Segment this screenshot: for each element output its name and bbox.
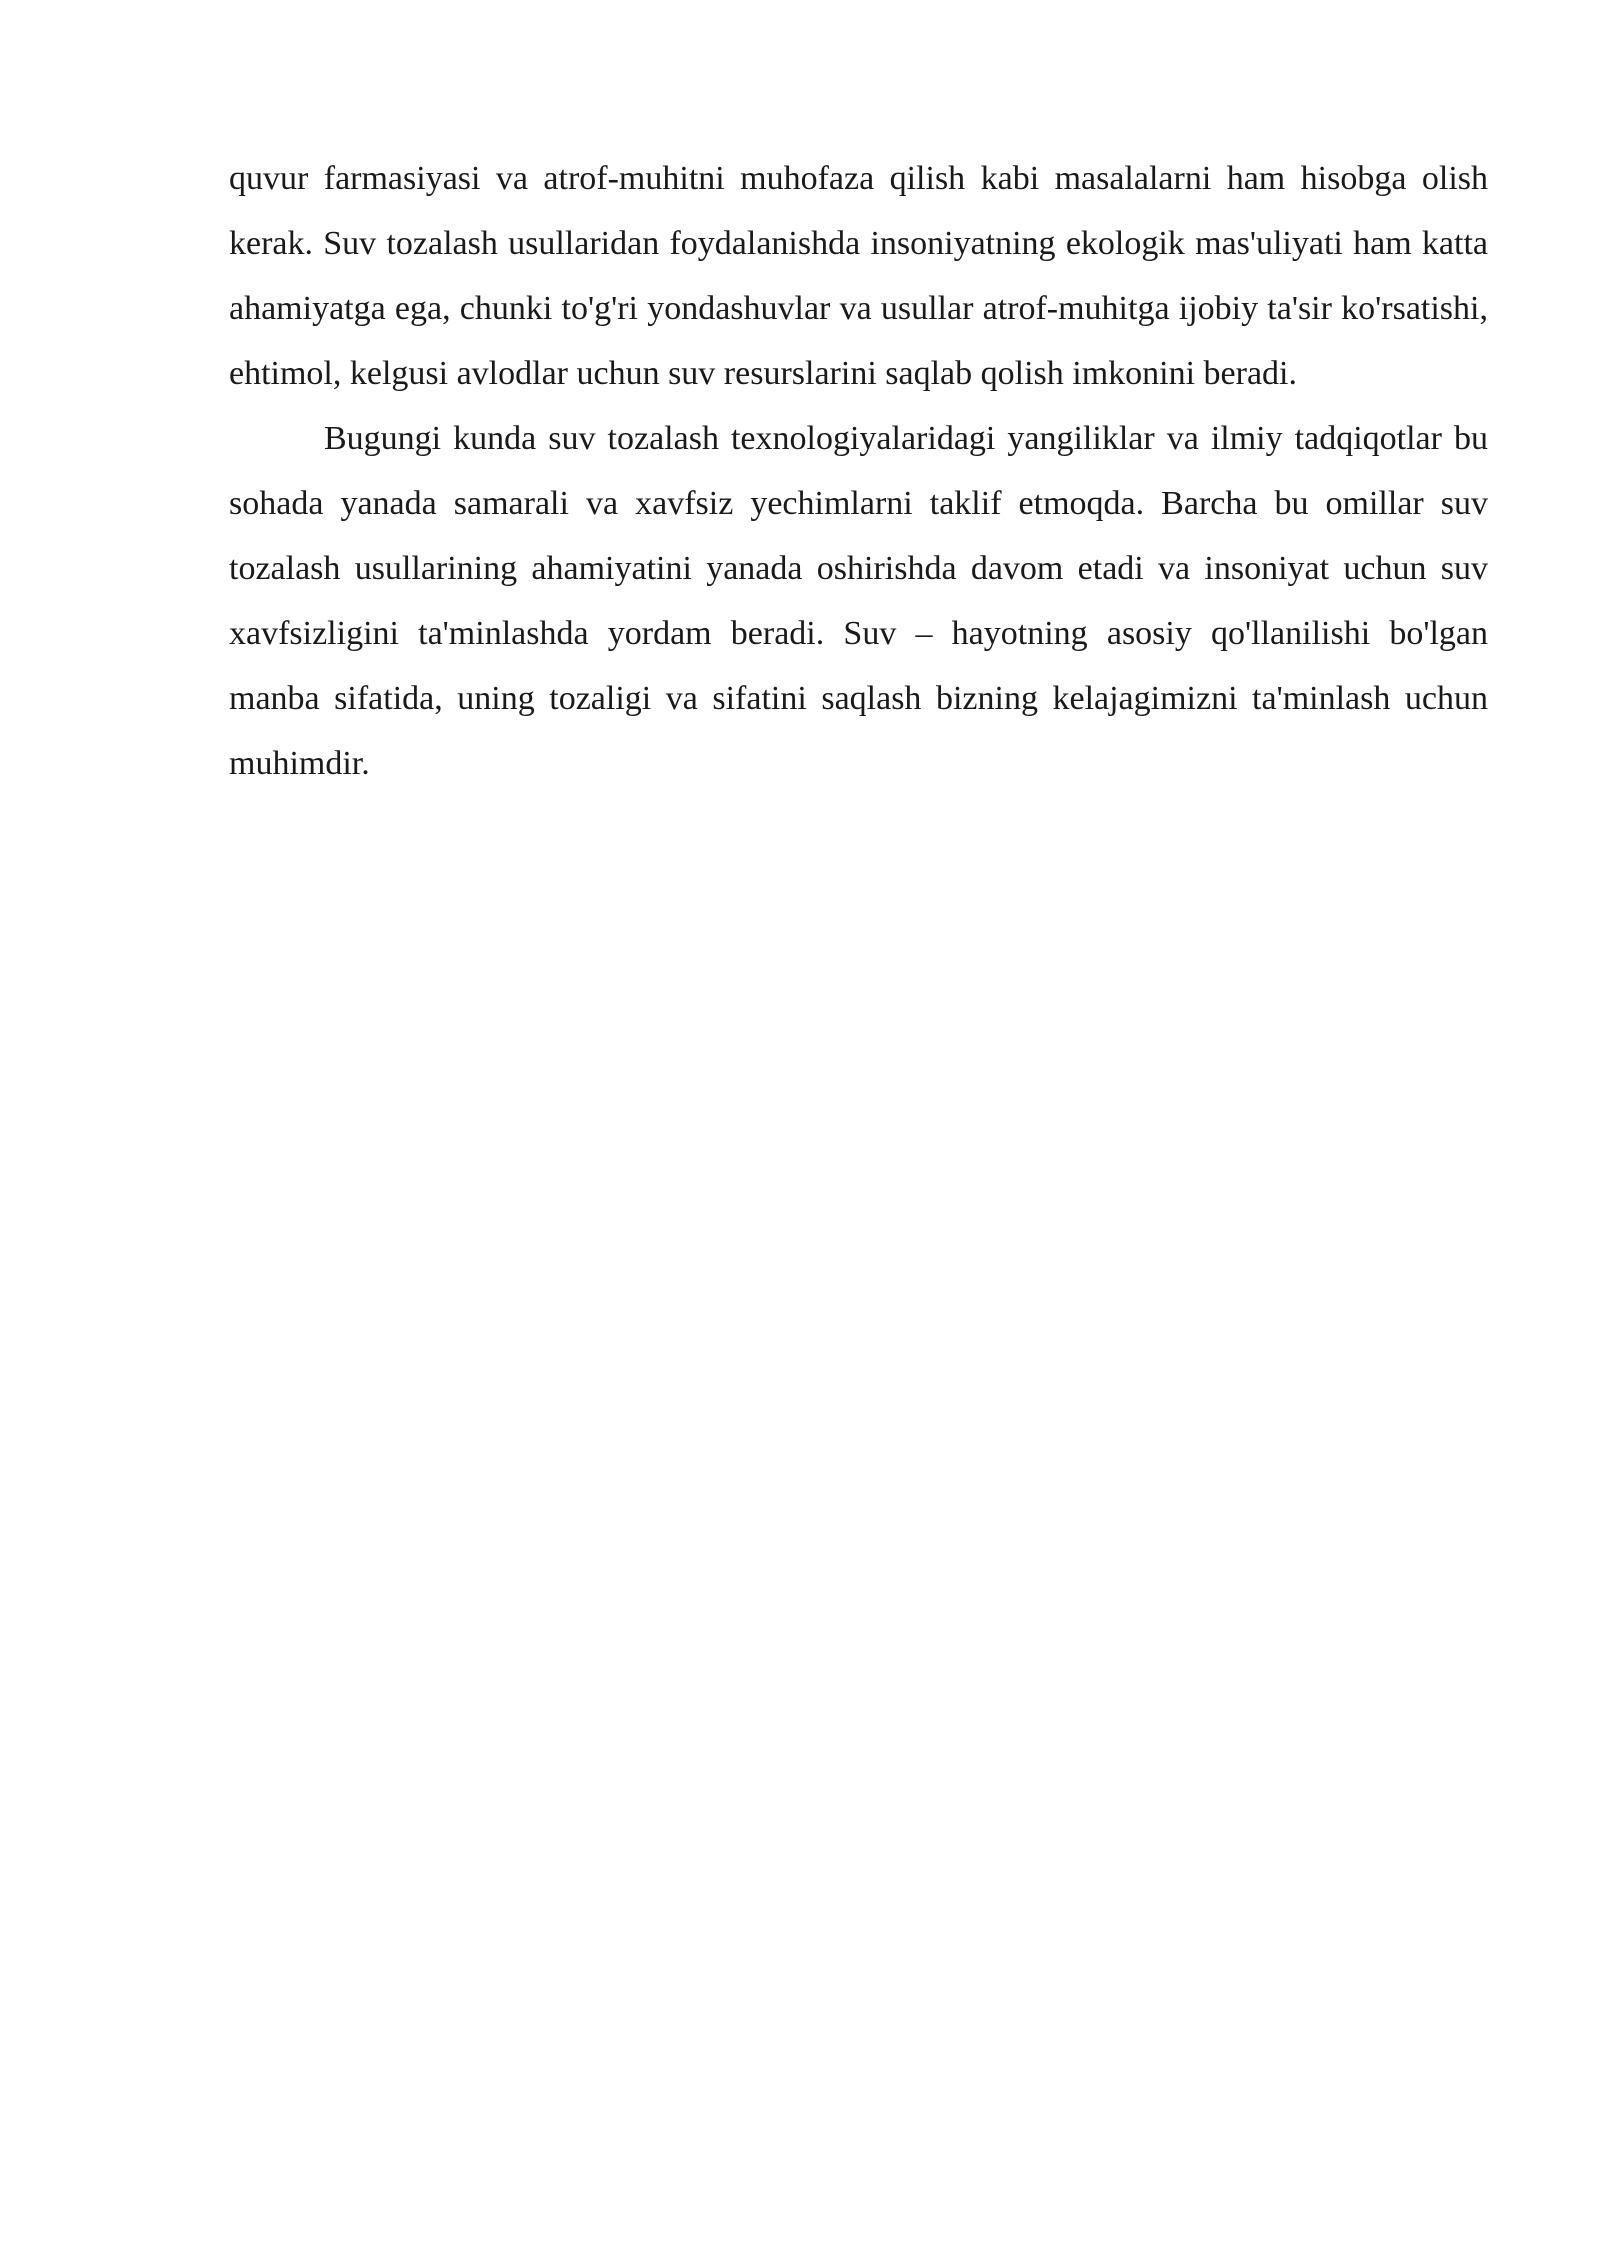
paragraph-continuation: quvur farmasiyasi va atrof-muhitni muhofaza qilish kabi masalalarni ham hisobga olish kerak. Suv tozalash usullaridan foydalanishda insoniyatning ekologik mas'uliyati ham katta ahamiyatga ega, chunki to'g'ri yondashuvlar va usullar atrof-muhitga ijobiy ta'sir ko'rsatishi, ehtimol, kelgusi avlodlar uchun suv resurslarini saqlab qolish imkonini beradi. (229, 160, 1488, 392)
body-text (229, 146, 1488, 796)
paragraph-body: Bugungi kunda suv tozalash texnologiyalaridagi yangiliklar va ilmiy tadqiqotlar bu sohada yanada samarali va xavfsiz yechimlarni taklif etmoqda. Barcha bu omillar suv tozalash usullarining ahamiyatini yanada oshirishda davom etadi va insoniyat uchun suv xavfsizligini ta'minlashda yordam beradi. Suv – hayotning asosiy qo'llanilishi bo'lgan manba sifatida, uning tozaligi va sifatini saqlash bizning kelajagimizni ta'minlash uchun muhimdir. (229, 420, 1488, 782)
